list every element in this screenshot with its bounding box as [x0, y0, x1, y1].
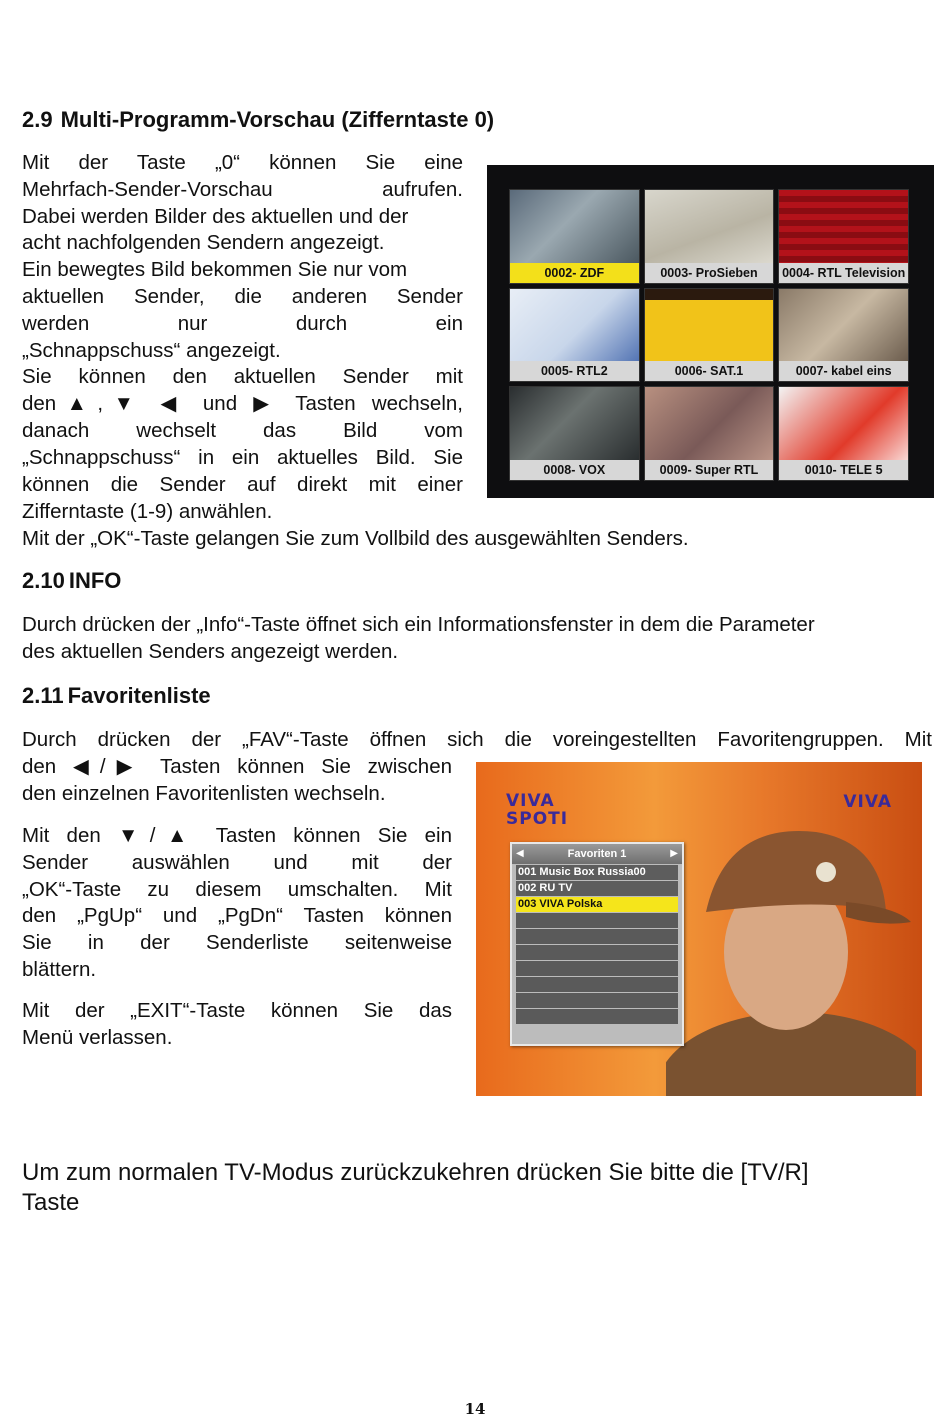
channel-logo-right: VIVA	[843, 792, 892, 812]
favorites-entry[interactable]: 002 RU TV	[516, 881, 678, 896]
preview-tile	[644, 189, 775, 284]
favorites-list-header	[512, 844, 682, 864]
paragraph-line: den▲,▼ ◀ und ▶ Tasten wechseln,	[22, 392, 463, 416]
section-2-9-tail	[22, 499, 922, 553]
section-2-11-paragraph-1a	[22, 727, 932, 754]
preview-tile	[509, 386, 640, 481]
favorites-screenshot	[476, 762, 922, 1096]
preview-tile-label: 0009- Super RTL	[645, 460, 774, 480]
preview-tile	[644, 288, 775, 383]
paragraph-line: Durch drücken der „Info“-Taste öffnet sich ein Informationsfenster in dem die Parameter	[22, 613, 815, 636]
favorites-entry-empty	[516, 977, 678, 992]
preview-tile	[778, 386, 909, 481]
paragraph-line: Sie in der Senderliste seitenweise	[22, 931, 452, 955]
logo-text: SPOTI	[506, 809, 569, 829]
favorites-entry-empty	[516, 993, 678, 1008]
favorites-entry-empty	[516, 1009, 678, 1024]
favorites-entry-empty	[516, 945, 678, 960]
chevron-left-icon[interactable]: ◀	[516, 848, 524, 859]
paragraph-line: acht nachfolgenden Sendern angezeigt.	[22, 231, 385, 255]
preview-tile	[509, 189, 640, 284]
paragraph-line: Sie können den aktuellen Sender mit	[22, 365, 463, 389]
preview-tile-label: 0010- TELE 5	[779, 460, 908, 480]
preview-tile-label: 0007- kabel eins	[779, 361, 908, 381]
paragraph-line: werden nur durch ein	[22, 311, 463, 335]
section-2-11-paragraph-3	[22, 998, 452, 1052]
section-number: 2.11	[22, 683, 64, 708]
paragraph-line: blättern.	[22, 957, 97, 981]
paragraph-line: Sender auswählen und mit der	[22, 850, 452, 874]
paragraph-line: Ein bewegtes Bild bekommen Sie nur vom	[22, 258, 408, 282]
favorites-entry-empty	[516, 929, 678, 944]
favorites-entry-selected[interactable]: 003 VIVA Polska	[516, 897, 678, 912]
paragraph-line: „Schnappschuss“ in ein aktuelles Bild. Sie	[22, 445, 463, 469]
favorites-list-panel	[510, 842, 684, 1046]
paragraph-line: den „PgUp“ und „PgDn“ Tasten können	[22, 904, 452, 928]
page-number: 14	[464, 1400, 486, 1418]
paragraph-line: Dabei werden Bilder des aktuellen und der	[22, 204, 409, 228]
section-heading-2-11	[22, 683, 211, 709]
section-title: Multi-Programm-Vorschau (Zifferntaste 0)	[60, 107, 495, 132]
preview-tile	[509, 288, 640, 383]
preview-tile-label: 0008- VOX	[510, 460, 639, 480]
preview-tile	[644, 386, 775, 481]
footer-note: Um zum normalen TV-Modus zurückzukehren drücken Sie bitte die [TV/R] Taste	[22, 1159, 809, 1216]
paragraph-line: den einzelnen Favoritenlisten wechseln.	[22, 781, 386, 805]
section-2-9-paragraph	[22, 150, 463, 498]
preview-tile-label: 0005- RTL2	[510, 361, 639, 381]
paragraph-line: Zifferntaste (1-9) anwählen.	[22, 500, 273, 523]
paragraph-line: „Schnappschuss“ angezeigt.	[22, 338, 281, 362]
paragraph-line: aktuellen Sender, die anderen Sender	[22, 284, 463, 308]
section-title: INFO	[68, 568, 122, 593]
preview-tile-label: 0002- ZDF	[510, 263, 639, 283]
chevron-right-icon[interactable]: ▶	[670, 848, 678, 859]
paragraph-line: danach wechselt das Bild vom	[22, 418, 463, 442]
preview-grid	[509, 189, 909, 481]
preview-tile	[778, 189, 909, 284]
section-title: Favoritenliste	[67, 683, 211, 708]
paragraph-line: Mit der Taste „0“ können Sie eine	[22, 151, 463, 174]
paragraph-line: Menü verlassen.	[22, 1025, 173, 1049]
section-heading-2-9	[22, 107, 494, 133]
paragraph-line: Mit den ▼/▲ Tasten können Sie ein	[22, 824, 452, 847]
favorites-entry-empty	[516, 913, 678, 928]
section-2-11-paragraph-2	[22, 823, 452, 984]
paragraph-line: Durch drücken der „FAV“-Taste öffnen sich die voreingestellten Favoritengruppen. Mit	[22, 728, 932, 751]
section-number: 2.10	[22, 568, 65, 593]
paragraph-line: können die Sender auf direkt mit einer	[22, 472, 463, 496]
paragraph-line: des aktuellen Senders angezeigt werden.	[22, 639, 399, 663]
ok-line: Mit der „OK“-Taste gelangen Sie zum Vollbild des ausgewählten Senders.	[22, 526, 689, 550]
preview-tile-label: 0006- SAT.1	[645, 361, 774, 381]
preview-tile	[778, 288, 909, 383]
preview-tile-label: 0004- RTL Television	[779, 263, 908, 283]
paragraph-line: „OK“-Taste zu diesem umschalten. Mit	[22, 877, 452, 901]
logo-text: VIVA	[506, 791, 555, 811]
paragraph-line: Mit der „EXIT“-Taste können Sie das	[22, 999, 452, 1022]
section-heading-2-10	[22, 568, 121, 594]
paragraph-line: den ◀/▶ Tasten können Sie zwischen	[22, 755, 452, 778]
preview-tile-label: 0003- ProSieben	[645, 263, 774, 283]
section-2-10-paragraph	[22, 612, 932, 666]
favorites-entry-empty	[516, 961, 678, 976]
favorites-entry[interactable]: 001 Music Box Russia00	[516, 865, 678, 880]
section-number: 2.9	[22, 107, 53, 132]
paragraph-line: Mehrfach-Sender-Vorschau aufrufen.	[22, 177, 463, 201]
channel-logo-left	[506, 792, 568, 828]
favorites-list-title: Favoriten 1	[567, 848, 627, 860]
presenter-image	[666, 802, 916, 1096]
multi-preview-screenshot	[487, 165, 934, 498]
section-2-11-paragraph-1b	[22, 754, 452, 808]
